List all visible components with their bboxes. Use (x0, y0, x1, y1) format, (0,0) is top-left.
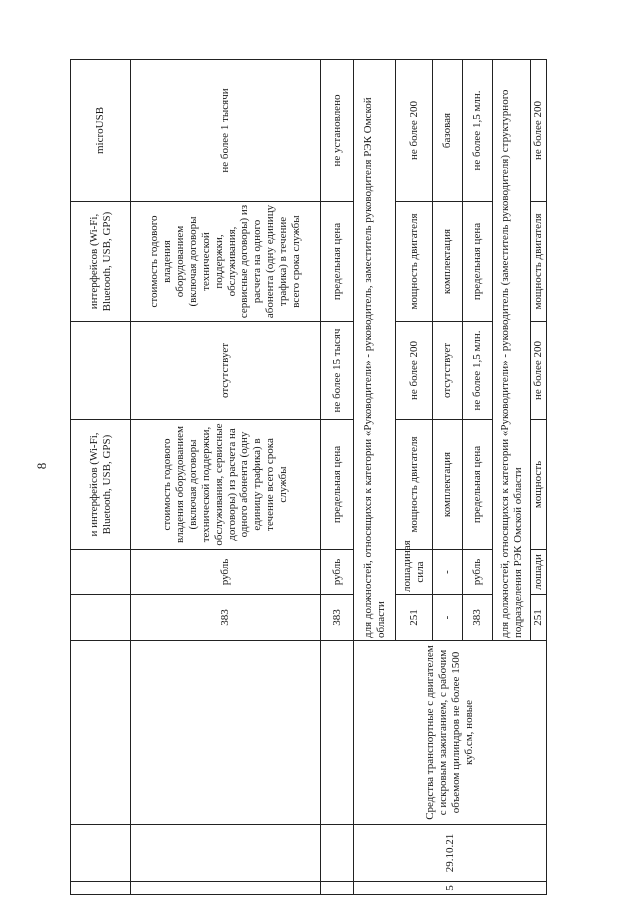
value2-cell: базовая (433, 60, 463, 202)
code-cell: 251 (396, 595, 433, 641)
value-cell: отсутствует (131, 322, 321, 420)
value2-cell: не более 1 тысячи (131, 60, 321, 202)
unit-cell: рубль (463, 550, 493, 595)
section-header: для должностей, относящихся к категории «Руководители» - руководитель (заместитель руководителя) структурного подразделения РЭК Омской области (493, 60, 531, 641)
characteristic-cell: и интерфейсов (Wi-Fi, Bluetooth, USB, GPS) (71, 420, 131, 550)
characteristic2-cell: мощность двигателя (396, 202, 433, 322)
requirements-table (70, 59, 547, 895)
characteristic2-cell: комплектация (433, 202, 463, 322)
table-row (321, 60, 354, 895)
value2-cell: не более 200 (396, 60, 433, 202)
code-cell: 383 (463, 595, 493, 641)
characteristic-cell: стоимость годового владения оборудованием (включая договоры технической поддержки, обслуживания, сервисные договоры) из расчета на одного абонента (одну единицу трафика) в течение всего срока службы (131, 420, 321, 550)
characteristic2-cell: предельная цена (463, 202, 493, 322)
page-number: 8 (34, 462, 49, 470)
code-cell: 383 (321, 595, 354, 641)
value-cell: отсутствует (433, 322, 463, 420)
value-cell: не более 1,5 млн. (463, 322, 493, 420)
value2-cell: не более 200 (531, 60, 547, 202)
row-name-cell: Средства транспортные с двигателем с искровым зажиганием, с рабочим объемом цилиндров не более 1500 куб.см, новые (354, 641, 547, 825)
unit-cell: рубль (131, 550, 321, 595)
table-row (71, 60, 131, 895)
row-number-cell (71, 882, 131, 895)
characteristic-cell: мощность (531, 420, 547, 550)
value-cell: не более 200 (396, 322, 433, 420)
characteristic2-cell: предельная цена (321, 202, 354, 322)
value2-cell: не более 1,5 млн. (463, 60, 493, 202)
characteristic-cell: предельная цена (463, 420, 493, 550)
table-row (131, 60, 321, 895)
characteristic-cell: мощность двигателя (396, 420, 433, 550)
value2-cell: microUSB (71, 60, 131, 202)
row-number-cell: 5 (354, 882, 547, 895)
code-cell: 251 (531, 595, 547, 641)
value-cell: не более 15 тысяч (321, 322, 354, 420)
unit-cell: лошади (531, 550, 547, 595)
unit-cell: лошадиная сила (396, 550, 433, 595)
code-cell: 383 (131, 595, 321, 641)
row-code-cell: 29.10.21 (354, 825, 547, 882)
characteristic-cell: комплектация (433, 420, 463, 550)
characteristic2-cell: интерфейсов (Wi-Fi, Bluetooth, USB, GPS) (71, 202, 131, 322)
section-header: для должностей, относящихся к категории «Руководители» - руководитель, заместитель руководителя РЭК Омской области (354, 60, 396, 641)
code-cell: - (433, 595, 463, 641)
section-header-row (354, 60, 396, 895)
characteristic2-cell: стоимость годового владения оборудованием (включая договоры технической поддержки, обслуживания, сервисные договоры) из расчета на одного абонента (одну единицу трафика) в течение всего срока службы (131, 202, 321, 322)
row-name-cell (71, 641, 131, 825)
characteristic-cell: предельная цена (321, 420, 354, 550)
unit-cell: - (433, 550, 463, 595)
value2-cell: не установлено (321, 60, 354, 202)
rotated-table-container (70, 60, 636, 895)
unit-cell: рубль (321, 550, 354, 595)
characteristic2-cell: мощность двигателя (531, 202, 547, 322)
value-cell: не более 200 (531, 322, 547, 420)
row-code-cell (71, 825, 131, 882)
